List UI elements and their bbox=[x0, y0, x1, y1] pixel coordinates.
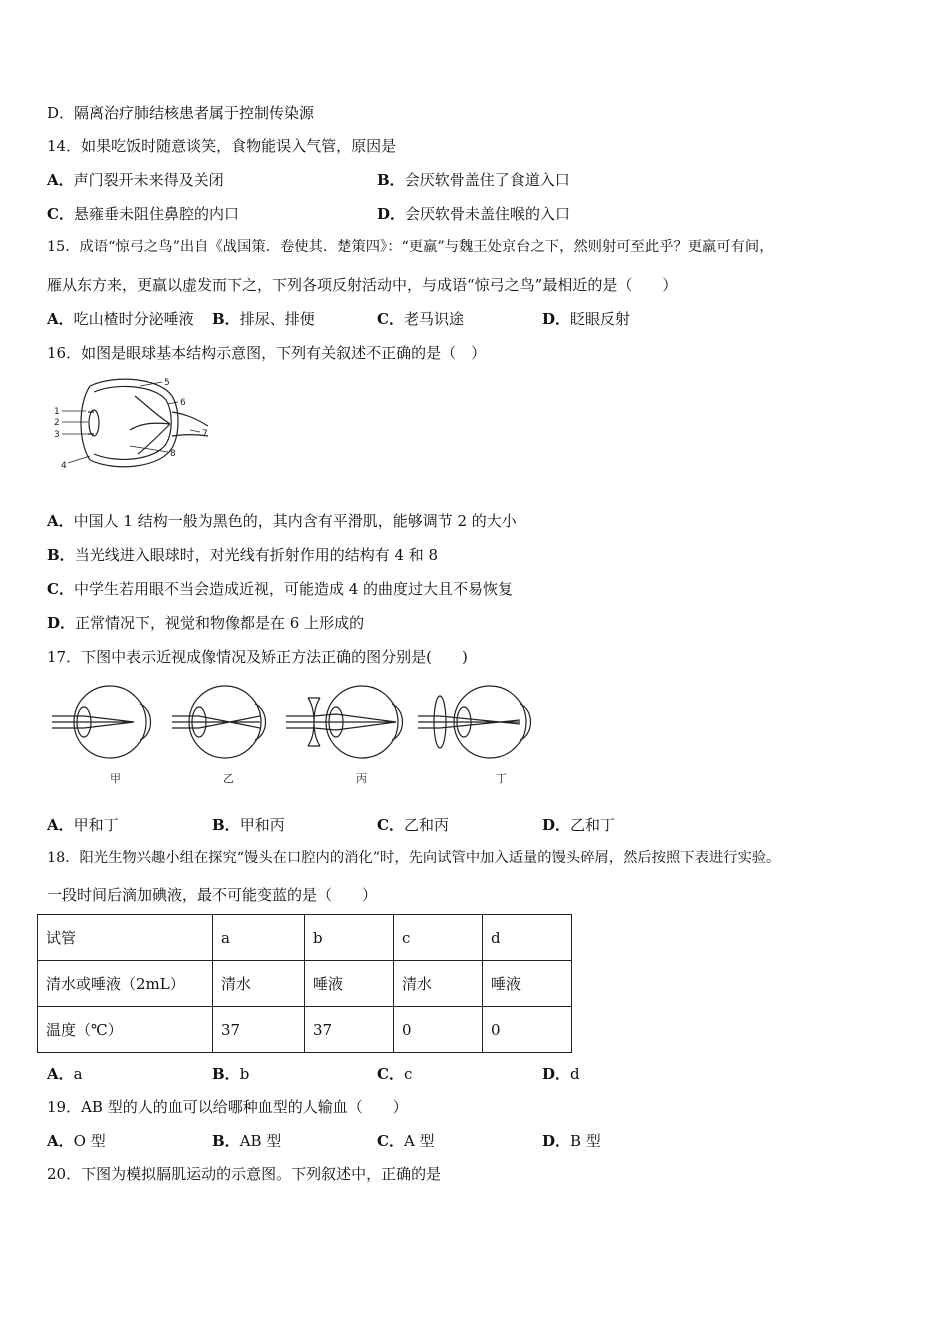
eye-label-4: 4 bbox=[61, 461, 67, 471]
table-cell: 温度（℃） bbox=[38, 1007, 213, 1053]
eye-label-2: 2 bbox=[54, 418, 60, 428]
eye-figure-yi bbox=[172, 686, 266, 758]
caption-jia: 甲 bbox=[110, 772, 121, 785]
q16-option-d: D．正常情况下，视觉和物像都是在 6 上形成的 bbox=[47, 614, 365, 632]
q14-option-c: C．悬雍垂未阻住鼻腔的内口 bbox=[47, 205, 239, 223]
eye-label-3: 3 bbox=[54, 430, 60, 440]
q20-stem: 20．下图为模拟膈肌运动的示意图。下列叙述中，正确的是 bbox=[47, 1165, 442, 1183]
q17-stem: 17．下图中表示近视成像情况及矫正方法正确的图分别是( ) bbox=[47, 648, 468, 666]
table-cell: c bbox=[394, 915, 483, 961]
q19-option-a: A．O 型 bbox=[47, 1132, 106, 1150]
q17-option-b: B．甲和丙 bbox=[212, 816, 285, 834]
table-cell: 0 bbox=[483, 1007, 572, 1053]
table-cell: 试管 bbox=[38, 915, 213, 961]
experiment-table bbox=[37, 914, 572, 1053]
table-cell: 清水或唾液（2mL） bbox=[38, 961, 213, 1007]
table-row bbox=[38, 1007, 572, 1053]
q15-option-d: D．眨眼反射 bbox=[542, 310, 631, 328]
q16-option-c: C．中学生若用眼不当会造成近视，可能造成 4 的曲度过大且不易恢复 bbox=[47, 580, 514, 598]
q16-stem: 16．如图是眼球基本结构示意图，下列有关叙述不正确的是（ ） bbox=[47, 344, 487, 362]
q18-option-b: B．b bbox=[212, 1065, 250, 1083]
q17-option-d: D．乙和丁 bbox=[542, 816, 616, 834]
q15-stem-line2: 雁从东方来，更羸以虚发而下之，下列各项反射活动中，与成语“惊弓之鸟”最相近的是（ ） bbox=[47, 276, 678, 294]
eyeball-structure-diagram bbox=[50, 374, 215, 474]
q14-option-b: B．会厌软骨盖住了食道入口 bbox=[377, 171, 570, 189]
table-cell: 唾液 bbox=[483, 961, 572, 1007]
q16-option-b: B．当光线进入眼球时，对光线有折射作用的结构有 4 和 8 bbox=[47, 546, 439, 564]
q19-option-d: D．B 型 bbox=[542, 1132, 601, 1150]
q18-stem-line1: 18．阳光生物兴趣小组在探究“馒头在口腔内的消化”时，先向试管中加入适量的馒头碎屑，然后按照下表进行实验。 bbox=[47, 850, 781, 866]
caption-yi: 乙 bbox=[223, 772, 234, 785]
q15-option-a: A．吃山楂时分泌唾液 bbox=[47, 310, 194, 328]
table-row bbox=[38, 915, 572, 961]
q19-stem: 19．AB 型的人的血可以给哪种血型的人输血（ ） bbox=[47, 1098, 408, 1116]
eye-label-7: 7 bbox=[202, 429, 208, 439]
myopia-correction-diagram bbox=[50, 680, 560, 790]
table-cell: 37 bbox=[305, 1007, 394, 1053]
eye-label-8: 8 bbox=[170, 449, 176, 459]
caption-ding: 丁 bbox=[496, 772, 507, 785]
table-cell: 清水 bbox=[213, 961, 305, 1007]
q15-option-b: B．排尿、排便 bbox=[212, 310, 315, 328]
table-cell: a bbox=[213, 915, 305, 961]
q19-option-c: C．A 型 bbox=[377, 1132, 435, 1150]
q13-option-d: D．隔离治疗肺结核患者属于控制传染源 bbox=[47, 104, 315, 122]
q14-stem: 14．如果吃饭时随意谈笑，食物能误入气管，原因是 bbox=[47, 137, 397, 155]
eye-figure-ding bbox=[418, 686, 531, 758]
table-cell: 唾液 bbox=[305, 961, 394, 1007]
caption-bing: 丙 bbox=[356, 772, 367, 785]
table-cell: 0 bbox=[394, 1007, 483, 1053]
table-cell: b bbox=[305, 915, 394, 961]
table-cell: 37 bbox=[213, 1007, 305, 1053]
eye-label-6: 6 bbox=[180, 398, 186, 408]
q18-option-a: A．a bbox=[47, 1065, 83, 1083]
table-row bbox=[38, 961, 572, 1007]
q16-option-a: A．中国人 1 结构一般为黑色的，其内含有平滑肌，能够调节 2 的大小 bbox=[47, 512, 517, 530]
q17-option-a: A．甲和丁 bbox=[47, 816, 119, 834]
q17-option-c: C．乙和丙 bbox=[377, 816, 449, 834]
table-cell: d bbox=[483, 915, 572, 961]
q18-stem-line2: 一段时间后滴加碘液，最不可能变蓝的是（ ） bbox=[47, 886, 378, 904]
eye-figure-bing bbox=[286, 686, 403, 758]
q14-option-d: D．会厌软骨未盖住喉的入口 bbox=[377, 205, 571, 223]
q15-option-c: C．老马识途 bbox=[377, 310, 464, 328]
q14-option-a: A．声门裂开未来得及关闭 bbox=[47, 171, 224, 189]
eye-figure-jia bbox=[52, 686, 151, 758]
q19-option-b: B．AB 型 bbox=[212, 1132, 282, 1150]
q18-option-d: D．d bbox=[542, 1065, 580, 1083]
eye-label-5: 5 bbox=[164, 378, 170, 388]
table-cell: 清水 bbox=[394, 961, 483, 1007]
q18-option-c: C．c bbox=[377, 1065, 413, 1083]
eye-label-1: 1 bbox=[54, 407, 60, 417]
q15-stem-line1: 15．成语“惊弓之鸟”出自《战国策．卷使其．楚策四》：“更羸”与魏王处京台之下，然则射可至此乎？更羸可有间， bbox=[47, 239, 774, 255]
